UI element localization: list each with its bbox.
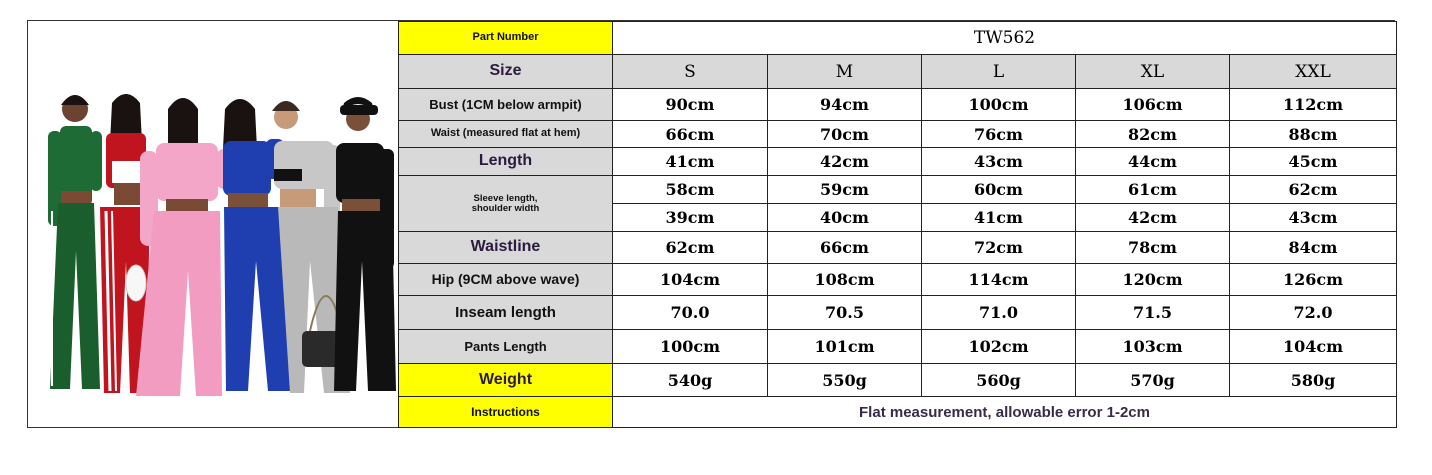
value-cell: 43cm — [1230, 204, 1397, 232]
value-cell: 100cm — [613, 330, 768, 364]
row-label: Weight — [399, 364, 613, 397]
size-header-cell: L — [922, 55, 1076, 89]
value-cell: 44cm — [1076, 148, 1230, 176]
value-cell: 66cm — [768, 232, 922, 264]
part-number-label: Part Number — [399, 22, 613, 55]
size-header-cell: XL — [1076, 55, 1230, 89]
size-label: Size — [399, 55, 613, 89]
value-cell: 72.0 — [1230, 296, 1397, 330]
table-row — [399, 89, 1397, 121]
value-cell: 570g — [1076, 364, 1230, 397]
value-cell: 88cm — [1230, 121, 1397, 148]
value-cell: 82cm — [1076, 121, 1230, 148]
value-cell: 120cm — [1076, 264, 1230, 296]
model-green — [48, 95, 102, 389]
value-cell: 540g — [613, 364, 768, 397]
size-header-cell: XXL — [1230, 55, 1397, 89]
value-cell: 39cm — [613, 204, 768, 232]
value-cell: 101cm — [768, 330, 922, 364]
table-row — [399, 364, 1397, 397]
table-row — [399, 148, 1397, 176]
size-header-cell: S — [613, 55, 768, 89]
table-row — [399, 232, 1397, 264]
value-cell: 62cm — [1230, 176, 1397, 204]
table-row — [399, 330, 1397, 364]
value-cell: 550g — [768, 364, 922, 397]
value-cell: 580g — [1230, 364, 1397, 397]
product-photo — [28, 21, 398, 427]
value-cell: 108cm — [768, 264, 922, 296]
instructions-row — [399, 397, 1397, 428]
row-label: Sleeve length, shoulder width — [399, 176, 613, 232]
table-row — [399, 296, 1397, 330]
value-cell: 41cm — [613, 148, 768, 176]
value-cell: 103cm — [1076, 330, 1230, 364]
value-cell: 126cm — [1230, 264, 1397, 296]
value-cell: 40cm — [768, 204, 922, 232]
value-cell: 62cm — [613, 232, 768, 264]
table-row — [399, 176, 1397, 204]
row-label: Inseam length — [399, 296, 613, 330]
value-cell: 71.0 — [922, 296, 1076, 330]
value-cell: 70.0 — [613, 296, 768, 330]
table-row — [399, 264, 1397, 296]
value-cell: 41cm — [922, 204, 1076, 232]
value-cell: 70.5 — [768, 296, 922, 330]
value-cell: 45cm — [1230, 148, 1397, 176]
value-cell: 60cm — [922, 176, 1076, 204]
size-chart-frame — [27, 20, 1395, 428]
value-cell: 42cm — [1076, 204, 1230, 232]
value-cell: 90cm — [613, 89, 768, 121]
value-cell: 43cm — [922, 148, 1076, 176]
row-label: Waistline — [399, 232, 613, 264]
value-cell: 106cm — [1076, 89, 1230, 121]
instructions-label: Instructions — [399, 397, 613, 428]
value-cell: 72cm — [922, 232, 1076, 264]
row-label: Length — [399, 148, 613, 176]
value-cell: 112cm — [1230, 89, 1397, 121]
part-number-value: TW562 — [613, 22, 1397, 55]
value-cell: 42cm — [768, 148, 922, 176]
model-black — [334, 97, 396, 391]
value-cell: 66cm — [613, 121, 768, 148]
row-label: Bust (1CM below armpit) — [399, 89, 613, 121]
value-cell: 76cm — [922, 121, 1076, 148]
instructions-value: Flat measurement, allowable error 1-2cm — [613, 397, 1397, 428]
value-cell: 94cm — [768, 89, 922, 121]
value-cell: 61cm — [1076, 176, 1230, 204]
value-cell: 84cm — [1230, 232, 1397, 264]
table-row — [399, 121, 1397, 148]
size-header-cell: M — [768, 55, 922, 89]
value-cell: 100cm — [922, 89, 1076, 121]
value-cell: 71.5 — [1076, 296, 1230, 330]
size-table — [398, 21, 1397, 428]
row-label: Pants Length — [399, 330, 613, 364]
value-cell: 114cm — [922, 264, 1076, 296]
value-cell: 104cm — [613, 264, 768, 296]
value-cell: 58cm — [613, 176, 768, 204]
value-cell: 102cm — [922, 330, 1076, 364]
part-number-row — [399, 22, 1397, 55]
value-cell: 104cm — [1230, 330, 1397, 364]
value-cell: 78cm — [1076, 232, 1230, 264]
value-cell: 59cm — [768, 176, 922, 204]
value-cell: 70cm — [768, 121, 922, 148]
row-label: Waist (measured flat at hem) — [399, 121, 613, 148]
size-header-row — [399, 55, 1397, 89]
value-cell: 560g — [922, 364, 1076, 397]
row-label: Hip (9CM above wave) — [399, 264, 613, 296]
